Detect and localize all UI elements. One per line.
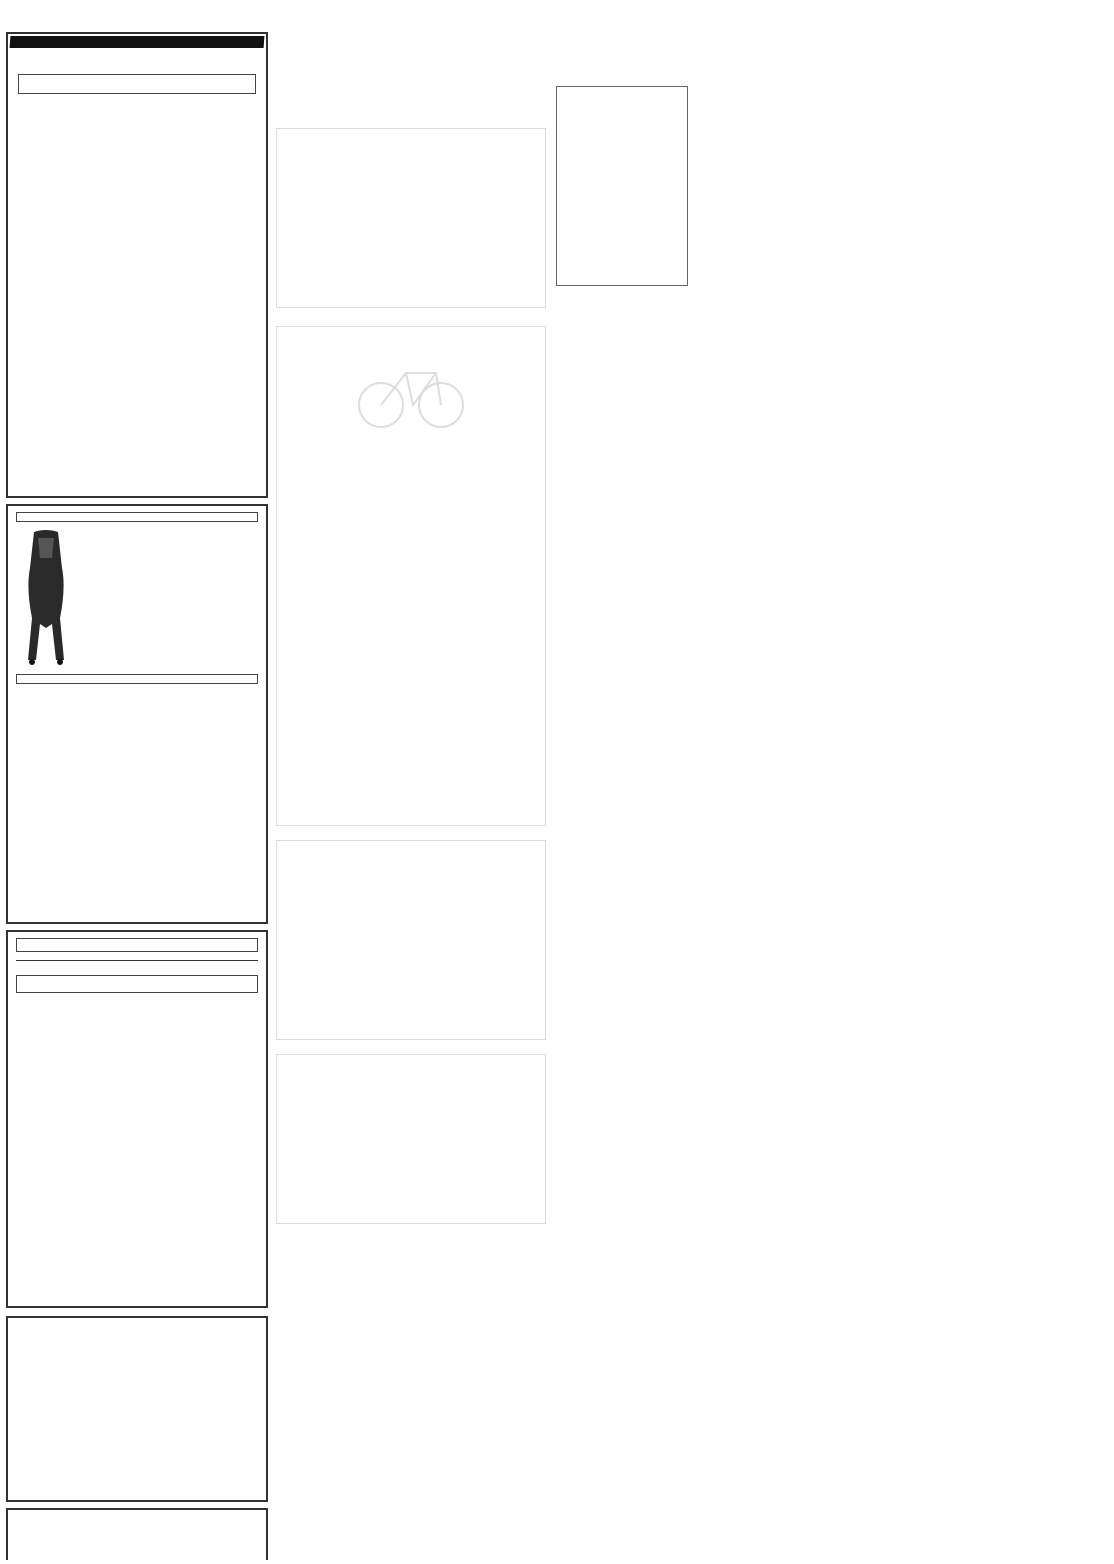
collins-name — [16, 975, 258, 993]
rimmer-advertisement — [6, 1316, 268, 1502]
dixon-advertisement — [556, 86, 688, 286]
column-4 — [556, 28, 688, 1560]
stiles-advertisement — [6, 32, 268, 498]
collins-heading — [16, 938, 258, 952]
make-room-banner — [10, 36, 265, 48]
collins-advertisement — [6, 930, 268, 1308]
column-3 — [412, 28, 548, 1560]
durward-advertisement — [6, 504, 268, 924]
column-1 — [6, 28, 268, 1560]
red-house-advertisement — [6, 1508, 268, 1560]
fur-stole-illustration — [16, 528, 76, 668]
